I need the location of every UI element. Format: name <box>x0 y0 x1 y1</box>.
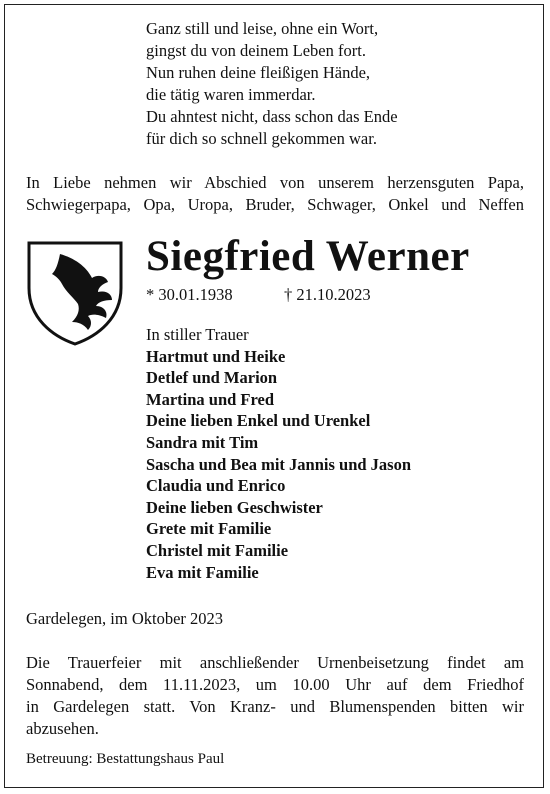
mourner-name: Christel mit Familie <box>146 540 289 560</box>
intro-line: In Liebe nehmen wir Abschied von unserem herzensguten Papa, <box>26 173 524 192</box>
mourner-name: Hartmut und Heike <box>146 346 286 366</box>
poem-line: gingst du von deinem Leben fort. <box>146 41 366 60</box>
funeral-line: Sonnabend, dem 11.11.2023, um 10.00 Uhr auf dem Friedhof <box>26 675 524 694</box>
poem-line: Nun ruhen deine fleißigen Hände, <box>146 63 371 82</box>
funeral-home-credit: Betreuung: Bestattungshaus Paul <box>26 751 225 767</box>
mourner-name: Claudia und Enrico <box>146 476 286 496</box>
life-dates <box>146 284 371 306</box>
mourner-name: Eva mit Familie <box>146 562 259 582</box>
place-date: Gardelegen, im Oktober 2023 <box>26 609 224 628</box>
poem-line: Du ahntest nicht, dass schon das Ende <box>146 107 398 126</box>
mourner-name: Detlef und Marion <box>146 368 278 388</box>
death-date: † 21.10.2023 <box>284 285 371 304</box>
funeral-line: abzusehen. <box>26 719 99 738</box>
funeral-line: Die Trauerfeier mit anschließender Urnenbeisetzung findet am <box>26 653 524 672</box>
poem-line: für dich so schnell gekommen war. <box>146 129 377 148</box>
birth-date: * 30.01.1938 <box>146 285 233 304</box>
poem-line: die tätig waren immerdar. <box>146 85 316 104</box>
funeral-notice <box>26 652 524 740</box>
mourner-name: Sandra mit Tim <box>146 432 259 452</box>
mourner-name: Sascha und Bea mit Jannis und Jason <box>146 454 412 474</box>
funeral-line: in Gardelegen statt. Von Kranz- und Blumenspenden bitten wir <box>26 697 524 716</box>
shield-wing-icon <box>26 240 124 346</box>
deceased-name: Siegfried Werner <box>146 233 470 280</box>
mourners-list <box>146 324 411 583</box>
intro-text <box>26 172 524 216</box>
intro-line: Schwiegerpapa, Opa, Uropa, Bruder, Schwager, Onkel und Neffen <box>26 195 524 214</box>
wing-shape <box>52 254 112 330</box>
poem <box>146 18 398 150</box>
mourner-name: Deine lieben Enkel und Urenkel <box>146 411 371 431</box>
mourner-name: Deine lieben Geschwister <box>146 497 323 517</box>
mourner-name: Grete mit Familie <box>146 519 272 539</box>
mourners-heading: In stiller Trauer <box>146 325 249 344</box>
poem-line: Ganz still und leise, ohne ein Wort, <box>146 19 379 38</box>
mourner-name: Martina und Fred <box>146 389 275 409</box>
